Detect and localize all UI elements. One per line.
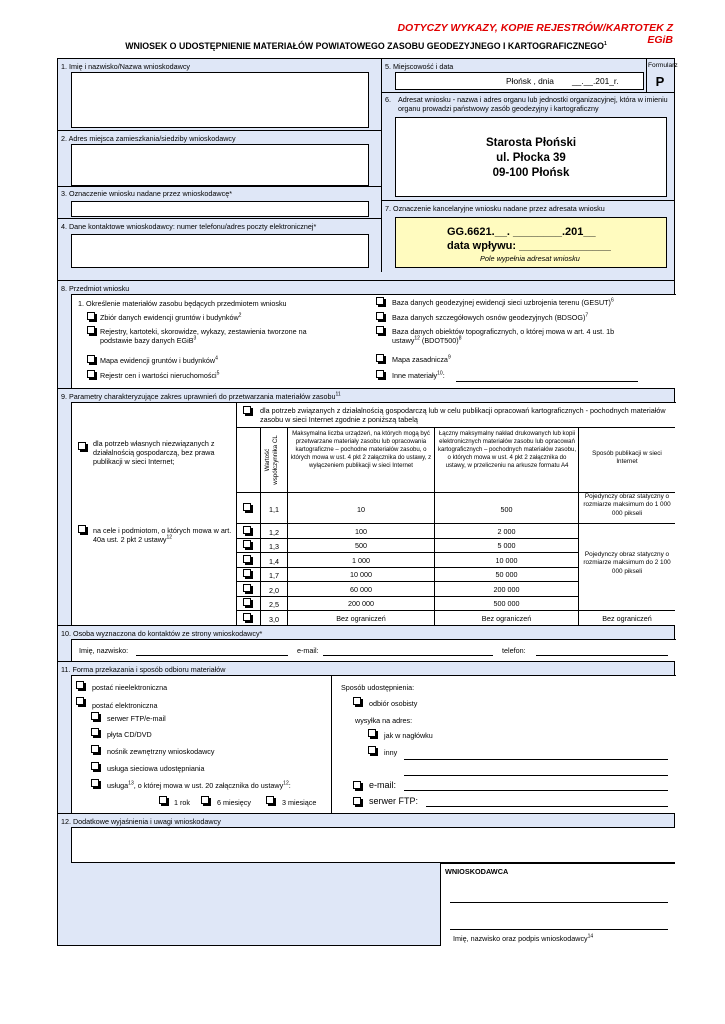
opt-gesut: Baza danych geodezyjnej ewidencji sieci uzbrojenia terenu (GESUT)$^6$ — [392, 297, 614, 307]
checkbox-public-entity[interactable] — [78, 525, 86, 533]
prints-1-1: 500 — [500, 505, 513, 514]
checkbox-other-materials[interactable] — [376, 370, 384, 378]
checkbox-price-register[interactable] — [87, 370, 95, 378]
checkbox-ftp-delivery[interactable] — [353, 797, 361, 805]
non-electronic-label: postać nieelektroniczna — [92, 683, 168, 692]
service-label: usługa$^{13}$, o której mowa w ust. 20 załącznika do ustawy$^{12}$: — [107, 780, 291, 790]
header-address-label: jak w nagłówku — [384, 731, 433, 740]
s4-label: 4. Dane kontaktowe wnioskodawcy: numer telefonu/adres poczty elektronicznej* — [61, 222, 317, 231]
checkbox-cl-3-0[interactable] — [243, 613, 251, 621]
opt-bdot500: Baza danych obiektów topograficznych, o której mowa w art. 4 ust. 1b ustawy$^{12}$ (BDOT500)$^8$ — [392, 327, 615, 345]
checkbox-header-address[interactable] — [368, 729, 376, 737]
other-materials-input[interactable] — [456, 381, 638, 382]
other-address-line-2[interactable] — [404, 775, 668, 776]
applicant-contact-field[interactable] — [71, 234, 369, 268]
footnote-ref: 1 — [604, 41, 607, 48]
s12-label: 12. Dodatkowe wyjaśnienia i uwagi wnioskodawcy — [61, 817, 221, 826]
s3-label: 3. Oznaczenie wniosku nadane przez wnioskodawcę* — [61, 189, 233, 198]
contact-phone-input[interactable] — [536, 655, 668, 656]
cl-3-0: 3,0 — [269, 615, 279, 624]
opt-egib-map: Mapa ewidencji gruntów i budynków$^4$ — [100, 355, 218, 365]
checkbox-egib-map[interactable] — [87, 355, 95, 363]
checkbox-cl-1-1[interactable] — [243, 503, 251, 511]
email-delivery-input[interactable] — [404, 790, 668, 791]
checkbox-1-year[interactable] — [159, 796, 167, 804]
checkbox-gesut[interactable] — [376, 297, 384, 305]
publication-3-0: Bez ograniczeń — [602, 614, 652, 623]
other-address-label: inny — [384, 748, 398, 757]
period-3-months: 3 miesiące — [282, 798, 317, 807]
recipient-line-3: 09-100 Płońsk — [492, 167, 570, 179]
period-1-year: 1 rok — [174, 798, 190, 807]
s5-label: 5. Miejscowość i data — [385, 62, 454, 71]
checkbox-cl-1-7[interactable] — [243, 569, 251, 577]
devices-2-5: 200 000 — [348, 599, 374, 608]
checkbox-base-map[interactable] — [376, 354, 384, 362]
checkbox-commercial[interactable] — [243, 406, 251, 414]
remarks-field[interactable] — [71, 827, 675, 863]
shipping-label: wysyłka na adres: — [355, 716, 413, 725]
contact-phone-label: telefon: — [502, 646, 526, 655]
ftp-delivery-input[interactable] — [426, 806, 668, 807]
cl-1-2: 1,2 — [269, 528, 279, 537]
cl-1-1: 1,1 — [269, 505, 279, 514]
cl-2-0: 2,0 — [269, 586, 279, 595]
s6-label: Adresat wniosku - nazwa i adres organu lub jednostki organizacyjnej, która w imieniu organu prowadzi państwowy zasób geodezyjny i kartograficzny — [398, 95, 668, 113]
publication-limit-1: Pojedynczy obraz statyczny o rozmiarze maksimum do 1 000 000 pikseli — [583, 493, 671, 517]
s9-label: 9. Parametry charakteryzujące zakres uprawnień do przetwarzania materiałów zasobu$^{11}$ — [61, 391, 341, 401]
opt-egib-registers: Rejestry, kartoteki, skorowidze, wykazy, zestawienia tworzone na podstawie bazy danych EGiB$^3$ — [100, 327, 307, 345]
cl-1-3: 1,3 — [269, 542, 279, 551]
checkbox-bdsog[interactable] — [376, 312, 384, 320]
checkbox-network-service[interactable] — [91, 762, 99, 770]
electronic-label: postać elektroniczna — [92, 701, 158, 710]
form-title-text: WNIOSEK O UDOSTĘPNIENIE MATERIAŁÓW POWIATOWEGO ZASOBU GEODEZYJNEGO I KARTOGRAFICZNEGO — [125, 41, 604, 51]
devices-1-1: 10 — [357, 505, 365, 514]
publication-limit-2: Pojedynczy obraz statyczny o rozmiarze maksimum do 2 100 000 pikseli — [583, 551, 671, 575]
ftp-delivery-label: serwer FTP: — [369, 796, 419, 806]
prints-1-3: 5 000 — [497, 541, 516, 550]
contact-email-label: e-mail: — [297, 646, 319, 655]
devices-1-2: 100 — [355, 527, 367, 536]
s1-label: 1. Imię i nazwisko/Nazwa wnioskodawcy — [61, 62, 191, 71]
checkbox-egib-registers[interactable] — [87, 326, 95, 334]
devices-1-7: 10 000 — [350, 570, 372, 579]
col-publication-header: Sposób publikacji w sieci Internet — [592, 450, 662, 466]
col-devices-header: Maksymalna liczba urządzeń, na których mogą być przetwarzane materiały zasobu lub opracowania kartograficzne – pochodne materiałów zasobu, o których mowa w ust. 4 pkt 2 załącznika do ustawy, z wyłączeniem publikacji w sieci Internet — [290, 430, 432, 470]
ftp-email-label: serwer FTP/e-mail — [107, 714, 166, 723]
checkbox-service[interactable] — [91, 779, 99, 787]
delivery-method-label: Sposób udostępnienia: — [341, 683, 415, 692]
col-cl-header: Wartość współczynnika CL — [264, 435, 280, 485]
applicant-name-field[interactable] — [71, 72, 369, 128]
contact-name-input[interactable] — [136, 655, 288, 656]
s8-label: 8. Przedmiot wniosku — [61, 284, 130, 293]
form-scope-banner: DOTYCZY WYKAZY, KOPIE REJESTRÓW/KARTOTEK Z EGiB — [397, 22, 673, 46]
own-use-text: dla potrzeb własnych niezwiązanych z działalnością gospodarczą, bez prawa publikacji w sieci Internet; — [93, 439, 215, 466]
prints-2-0: 200 000 — [493, 585, 520, 594]
period-6-months: 6 miesięcy — [217, 798, 251, 807]
s2-label: 2. Adres miejsca zamieszkania/siedziby wnioskodawcy — [61, 134, 236, 143]
checkbox-other-address[interactable] — [368, 746, 376, 754]
email-delivery-label: e-mail: — [369, 780, 397, 790]
contact-name-label: Imię, nazwisko: — [79, 646, 129, 655]
opt-price-register: Rejestr cen i wartości nieruchomości$^5$ — [100, 370, 220, 380]
checkbox-own-use[interactable] — [78, 442, 86, 450]
contact-email-input[interactable] — [323, 655, 493, 656]
form-code: P — [655, 74, 665, 89]
signature-line-2[interactable] — [450, 929, 668, 930]
s6-num: 6. — [385, 95, 391, 104]
office-note: Pole wypełnia adresat wniosku — [480, 254, 580, 263]
checkbox-ftp-email[interactable] — [91, 712, 99, 720]
external-media-label: nośnik zewnętrzny wnioskodawcy — [107, 747, 215, 756]
devices-3-0: Bez ograniczeń — [336, 614, 386, 623]
checkbox-cl-2-5[interactable] — [243, 598, 251, 606]
checkbox-cl-1-3[interactable] — [243, 540, 251, 548]
devices-1-3: 500 — [355, 541, 367, 550]
opt-egib-data: Zbiór danych ewidencji gruntów i budynków$^2$ — [100, 312, 242, 322]
prints-1-4: 10 000 — [495, 556, 518, 565]
commercial-text: dla potrzeb związanych z działalnością gospodarczą lub w celu publikacji opracowań kartograficznych - pochodnych materiałów zasobu w sieci Internet zgodnie z poniższą tabelą — [260, 406, 666, 424]
col-prints-header: Łączny maksymalny nakład drukowanych lub kopii elektronicznych materiałów zasobu lub opracowań kartograficznych – pochodnych materiałów zasobu, o których mowa w ust. 4 pkt 2 załącznika do ustawy, w przeliczeniu na arkusze formatu A4 — [437, 430, 577, 470]
personal-pickup-label: odbiór osobisty — [369, 699, 418, 708]
checkbox-non-electronic[interactable] — [76, 681, 84, 689]
public-entity-text: na cele i podmiotom, o których mowa w art. 40a ust. 2 pkt 2 ustawy$^{12}$ — [93, 526, 232, 544]
checkbox-email-delivery[interactable] — [353, 781, 361, 789]
opt-base-map: Mapa zasadnicza$^9$ — [392, 354, 451, 364]
prints-1-2: 2 000 — [497, 527, 516, 536]
prints-1-7: 50 000 — [495, 570, 518, 579]
checkbox-3-months[interactable] — [266, 796, 274, 804]
form-title — [96, 41, 636, 51]
applicant-address-field[interactable] — [71, 144, 369, 186]
checkbox-cd-dvd[interactable] — [91, 728, 99, 736]
checkbox-egib-data[interactable] — [87, 312, 95, 320]
s10-label: 10. Osoba wyznaczona do kontaktów ze strony wnioskodawcy* — [61, 629, 263, 638]
cl-2-5: 2,5 — [269, 600, 279, 609]
devices-1-4: 1 000 — [352, 556, 370, 565]
recipient-line-1: Starosta Płoński — [485, 137, 577, 149]
checkbox-bdot500[interactable] — [376, 326, 384, 334]
signature-caption: Imię, nazwisko oraz podpis wnioskodawcy$^{14}$ — [453, 933, 594, 943]
receipt-date: data wpływu: _______________ — [447, 240, 611, 252]
s8-intro: 1. Określenie materiałów zasobu będących przedmiotem wniosku — [78, 299, 287, 308]
signature-line-1[interactable] — [450, 902, 668, 903]
cl-1-4: 1,4 — [269, 557, 279, 566]
opt-other-materials: Inne materiały$^{10}$: — [392, 370, 445, 380]
checkbox-personal-pickup[interactable] — [353, 697, 361, 705]
place-text: Płońsk , dnia — [506, 76, 554, 86]
s11-label: 11. Forma przekazania i sposób odbioru materiałów — [61, 665, 226, 674]
checkbox-cl-2-0[interactable] — [243, 584, 251, 592]
s7-label: 7. Oznaczenie kancelaryjne wniosku nadane przez adresata wniosku — [385, 204, 605, 213]
checkbox-external-media[interactable] — [91, 745, 99, 753]
recipient-line-2: ul. Płocka 39 — [496, 152, 566, 164]
prints-3-0: Bez ograniczeń — [481, 614, 532, 623]
devices-2-0: 60 000 — [350, 585, 372, 594]
case-reference: GG.6621.__. ________.201__ — [447, 226, 596, 238]
opt-bdsog: Baza danych szczegółowych osnów geodezyjnych (BDSOG)$^7$ — [392, 312, 589, 322]
applicant-heading: WNIOSKODAWCA — [445, 867, 509, 876]
checkbox-cl-1-2[interactable] — [243, 526, 251, 534]
date-placeholder: __.__.201_r. — [572, 76, 619, 86]
cd-dvd-label: płyta CD/DVD — [107, 730, 152, 739]
form-code-label: Formularz — [648, 62, 678, 69]
prints-2-5: 500 000 — [493, 599, 520, 608]
applicant-reference-field[interactable] — [71, 201, 369, 217]
checkbox-cl-1-4[interactable] — [243, 555, 251, 563]
cl-1-7: 1,7 — [269, 571, 279, 580]
other-address-line-1[interactable] — [404, 759, 668, 760]
checkbox-6-months[interactable] — [201, 796, 209, 804]
network-service-label: usługa sieciowa udostępniania — [107, 764, 205, 773]
checkbox-electronic[interactable] — [76, 697, 84, 705]
